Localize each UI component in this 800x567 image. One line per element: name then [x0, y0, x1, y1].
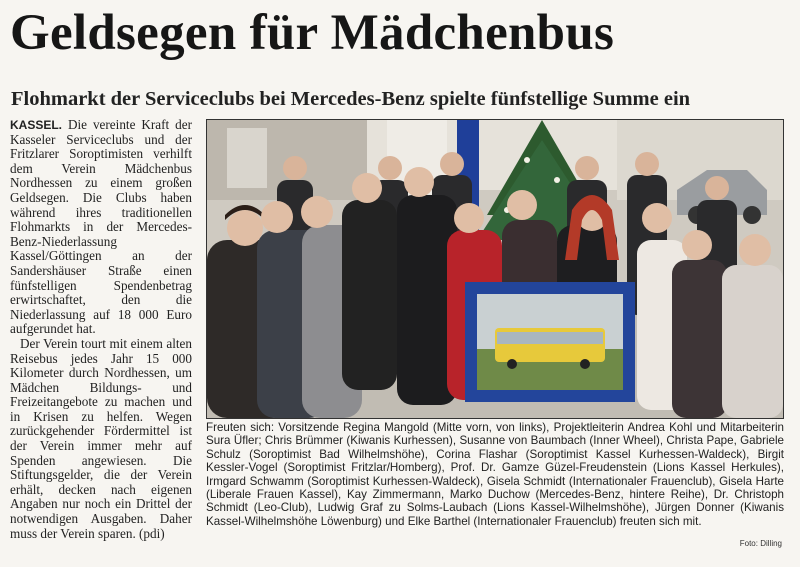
- dateline: KASSEL.: [10, 118, 63, 132]
- subheadline: Flohmarkt der Serviceclubs bei Mercedes-Benz spielte fünfstellige Summe ein: [11, 88, 691, 110]
- photo-caption: [206, 421, 784, 557]
- photo-credit: Foto: Dilling: [739, 539, 782, 548]
- framed-bus-picture: [465, 282, 635, 402]
- article-body: [10, 118, 192, 558]
- group-photo-illustration: [207, 120, 783, 418]
- article-paragraph-1-text: Die vereinte Kraft der Kasseler Serviceclubs und der Fritzlarer Soroptimisten verhilft dem Verein Mädchenbus Nordhessen zu einem großen Geldsegen. Die Clubs haben während ihres traditionellen Flohmarkts in der Mercedes-Benz-Niederlassung Kassel/Göttingen an der Sandershäuser Straße einen fünfstelligen Spendenbetrag erwirtschaftet, den die Niederlassung auf 18 000 Euro aufgerundet hat.: [10, 118, 192, 337]
- caption-text: Freuten sich: Vorsitzende Regina Mangold (Mitte vorn, von links), Projektleiterin Andrea Kohl und Mitarbeiterin Sura Üfler; Chris Brümmer (Kiwanis Kurhessen), Susanne von Baumbach (Inner Wheel), Christa Pape, Gabriele Schulz (Soroptimist Bad Wilhelmshöhe), Corina Flashar (Soroptimist Kassel Kurhessen-Waldeck), Birgit Kessler-Vogel (Soroptimist Fritzlar/Homberg), Prof. Dr. Gamze Güzel-Freudenstein (Lions Kassel Herkules), Irmgard Schwamm (Soroptimist Kurhessen-Waldeck), Gisela Schmidt (Internationaler Frauenclub), Gisela Harte (Liberale Frauen Kassel), Kay Zimmermann, Marko Duchow (Mercedes-Benz, hintere Reihe), Dr. Christoph Schmidt (Leo-Club), Ludwig Graf zu Solms-Laubach (Lions Kassel-Wilhelmshöhe), Jürgen Donner (Kiwanis Kassel-Wilhelmshöhe Löwenburg) und Elke Barthel (Internationaler Frauenclub) freuten sich mit.: [206, 421, 784, 528]
- article-paragraph-2: Der Verein tourt mit einem alten Reisebus jedes Jahr 15 000 Kilometer durch Nordhessen, um Mädchen Bildungs- und Freizeitangebote zu machen und in Krisen zu helfen. Wegen zurückgehender Fördermittel ist der Verein immer mehr auf Spenden angewiesen. Die Stiftungsgelder, die der Verein erhält, decken nach eigenen Angaben nur noch ein Drittel der notwendigen Ausgaben. Daher muss der Verein sparen. (pdi): [10, 335, 192, 541]
- article-paragraph-1: [10, 118, 192, 337]
- group-photo: [206, 119, 784, 419]
- headline: Geldsegen für Mädchenbus: [10, 5, 615, 61]
